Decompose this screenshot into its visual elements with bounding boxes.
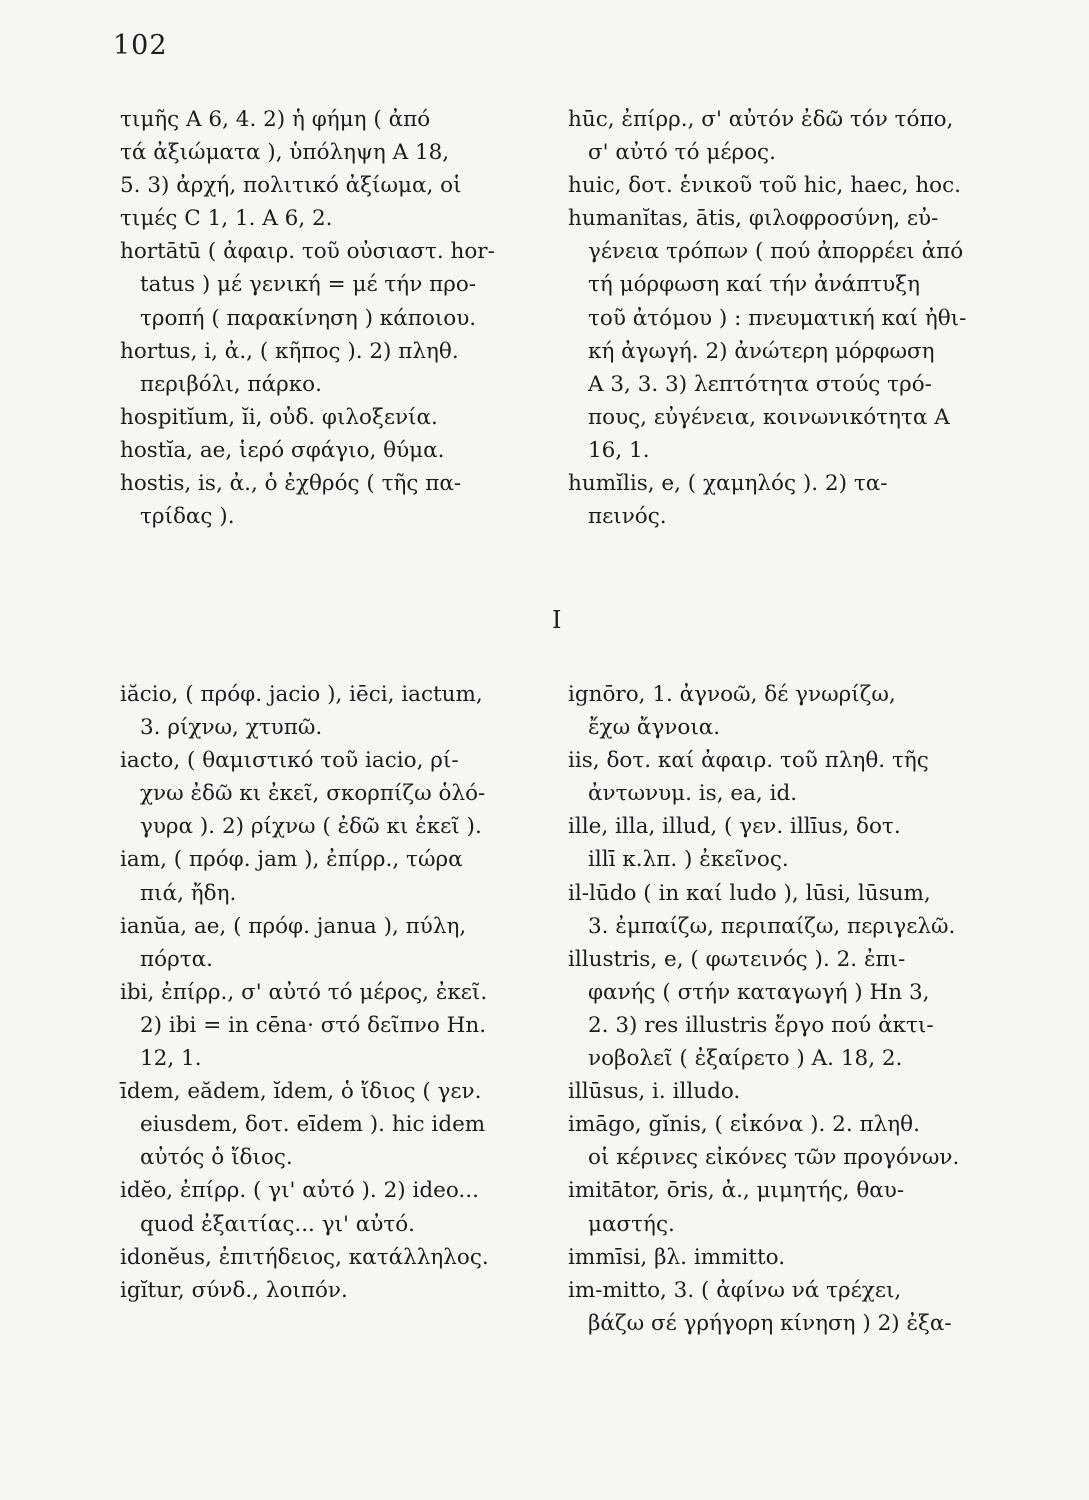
dictionary-line: hortātū ( ἀφαιρ. τοῦ οὐσιαστ. hor- bbox=[120, 239, 495, 265]
dictionary-line: σ' αὐτό τό μέρος. bbox=[588, 140, 776, 166]
dictionary-line: 3. ρίχνω, χτυπῶ. bbox=[140, 715, 323, 741]
dictionary-line: imāgo, gĭnis, ( εἰκόνα ). 2. πληθ. bbox=[568, 1112, 920, 1138]
left-column-bottom bbox=[120, 678, 560, 1307]
dictionary-line: πόρτα. bbox=[140, 946, 213, 972]
dictionary-line: μαστής. bbox=[588, 1211, 675, 1237]
dictionary-line: ille, illa, illud, ( γεν. illīus, δοτ. bbox=[568, 814, 901, 840]
dictionary-line: 2) ibi = in cēna· στό δεῖπνο Hn. bbox=[140, 1012, 487, 1038]
dictionary-line: 3. ἐμπαίζω, περιπαίζω, περιγελῶ. bbox=[588, 913, 956, 939]
left-column-top bbox=[120, 103, 560, 533]
dictionary-line: 2. 3) res illustris ἔργο πού ἀκτι- bbox=[588, 1012, 934, 1038]
dictionary-line: idĕo, ἐπίρρ. ( γι' αὐτό ). 2) ideo... bbox=[120, 1178, 479, 1204]
dictionary-line: πιά, ἤδη. bbox=[140, 880, 237, 906]
dictionary-line: il-lūdo ( in καί ludo ), lūsi, lūsum, bbox=[568, 880, 931, 906]
dictionary-line: αὐτός ὁ ἴδιος. bbox=[140, 1145, 293, 1171]
dictionary-line: τοῦ ἀτόμου ) : πνευματική καί ἠθι- bbox=[588, 305, 967, 331]
dictionary-line: tatus ) μέ γενική = μέ τήν προ- bbox=[140, 272, 477, 298]
dictionary-line: eiusdem, δοτ. eīdem ). hic idem bbox=[140, 1112, 486, 1138]
dictionary-line: 12, 1. bbox=[140, 1046, 202, 1072]
dictionary-line: τιμές C 1, 1. A 6, 2. bbox=[120, 206, 333, 232]
dictionary-line: humĭlis, e, ( χαμηλός ). 2) τα- bbox=[568, 471, 888, 497]
dictionary-line: φανής ( στήν καταγωγή ) Hn 3, bbox=[588, 979, 930, 1005]
dictionary-line: γένεια τρόπων ( πού ἀπορρέει ἀπό bbox=[588, 239, 964, 265]
dictionary-line: iacto, ( θαμιστικό τοῦ iacio, ρί- bbox=[120, 748, 459, 774]
dictionary-line: νοβολεῖ ( ἐξαίρετο ) A. 18, 2. bbox=[588, 1046, 903, 1072]
dictionary-line: πους, εὐγένεια, κοινωνικότητα Α bbox=[588, 404, 950, 430]
dictionary-line: iam, ( πρόφ. jam ), ἐπίρρ., τώρα bbox=[120, 847, 463, 873]
dictionary-line: περιβόλι, πάρκο. bbox=[140, 371, 322, 397]
right-column-top bbox=[568, 103, 1013, 533]
dictionary-line: immīsi, βλ. immitto. bbox=[568, 1244, 786, 1270]
dictionary-line: hostĭa, ae, ἱερό σφάγιο, θύμα. bbox=[120, 437, 445, 463]
dictionary-line: ἀντωνυμ. is, ea, id. bbox=[588, 781, 798, 807]
dictionary-line: humanĭtas, ātis, φιλοφροσύνη, εὐ- bbox=[568, 206, 939, 232]
dictionary-line: imitātor, ōris, ἀ., μιμητής, θαυ- bbox=[568, 1178, 905, 1204]
dictionary-line: hospitĭum, ĭi, οὐδ. φιλοξενία. bbox=[120, 404, 438, 430]
dictionary-line: hūc, ἐπίρρ., σ' αὐτόν ἐδῶ τόν τόπο, bbox=[568, 107, 954, 132]
dictionary-line: πεινός. bbox=[588, 504, 667, 530]
dictionary-line: τά ἀξιώματα ), ὑπόληψη Α 18, bbox=[120, 140, 450, 166]
dictionary-line: τρίδας ). bbox=[140, 504, 235, 530]
page-number: 102 bbox=[113, 30, 168, 61]
right-column-bottom bbox=[568, 678, 1013, 1340]
dictionary-line: 5. 3) ἀρχή, πολιτικό ἀξίωμα, οἱ bbox=[120, 173, 462, 199]
dictionary-line: γυρα ). 2) ρίχνω ( ἐδῶ κι ἐκεῖ ). bbox=[140, 814, 482, 840]
dictionary-line: huic, δοτ. ἑνικοῦ τοῦ hic, haec, hoc. bbox=[568, 173, 961, 199]
dictionary-line: 16, 1. bbox=[588, 437, 650, 463]
dictionary-line: ibi, ἐπίρρ., σ' αὐτό τό μέρος, ἐκεῖ. bbox=[120, 979, 488, 1005]
dictionary-line: ἔχω ἄγνοια. bbox=[588, 715, 721, 741]
dictionary-line: χνω ἐδῶ κι ἐκεῖ, σκορπίζω ὁλό- bbox=[140, 781, 486, 807]
dictionary-line: iis, δοτ. καί ἀφαιρ. τοῦ πληθ. τῆς bbox=[568, 748, 929, 774]
dictionary-line: Α 3, 3. 3) λεπτότητα στούς τρό- bbox=[588, 371, 932, 397]
dictionary-line: illustris, e, ( φωτεινός ). 2. ἐπι- bbox=[568, 946, 906, 972]
dictionary-line: iăcio, ( πρόφ. jacio ), iēci, iactum, bbox=[120, 682, 483, 707]
dictionary-line: ignōro, 1. ἀγνοῶ, δέ γνωρίζω, bbox=[568, 682, 896, 707]
dictionary-line: im-mitto, 3. ( ἀφίνω νά τρέχει, bbox=[568, 1277, 902, 1303]
section-letter: I bbox=[552, 606, 562, 634]
dictionary-line: τροπή ( παρακίνηση ) κάποιου. bbox=[140, 305, 477, 331]
dictionary-line: τιμῆς Α 6, 4. 2) ἡ φήμη ( ἀπό bbox=[120, 107, 431, 132]
dictionary-line: quod ἐξαιτίας... γι' αὐτό. bbox=[140, 1211, 415, 1237]
dictionary-line: hortus, i, ἀ., ( κῆπος ). 2) πληθ. bbox=[120, 338, 459, 364]
dictionary-line: illūsus, i. illudo. bbox=[568, 1079, 741, 1105]
dictionary-line: īdem, eădem, ĭdem, ὁ ἴδιος ( γεν. bbox=[120, 1079, 482, 1105]
dictionary-line: idonĕus, ἐπιτήδειος, κατάλληλος. bbox=[120, 1244, 489, 1270]
dictionary-line: hostis, is, ἀ., ὁ ἐχθρός ( τῆς πα- bbox=[120, 471, 462, 497]
dictionary-line: τή μόρφωση καί τήν ἀνάπτυξη bbox=[588, 272, 920, 298]
dictionary-line: βάζω σέ γρήγορη κίνηση ) 2) ἐξα- bbox=[588, 1310, 952, 1336]
dictionary-line: οἱ κέρινες εἰκόνες τῶν προγόνων. bbox=[588, 1145, 960, 1171]
dictionary-line: ianŭa, ae, ( πρόφ. janua ), πύλη, bbox=[120, 913, 467, 939]
dictionary-line: κή ἀγωγή. 2) ἀνώτερη μόρφωση bbox=[588, 338, 935, 364]
dictionary-line: illī κ.λπ. ) ἐκεῖνος. bbox=[588, 847, 789, 873]
dictionary-line: igĭtur, σύνδ., λοιπόν. bbox=[120, 1277, 348, 1303]
